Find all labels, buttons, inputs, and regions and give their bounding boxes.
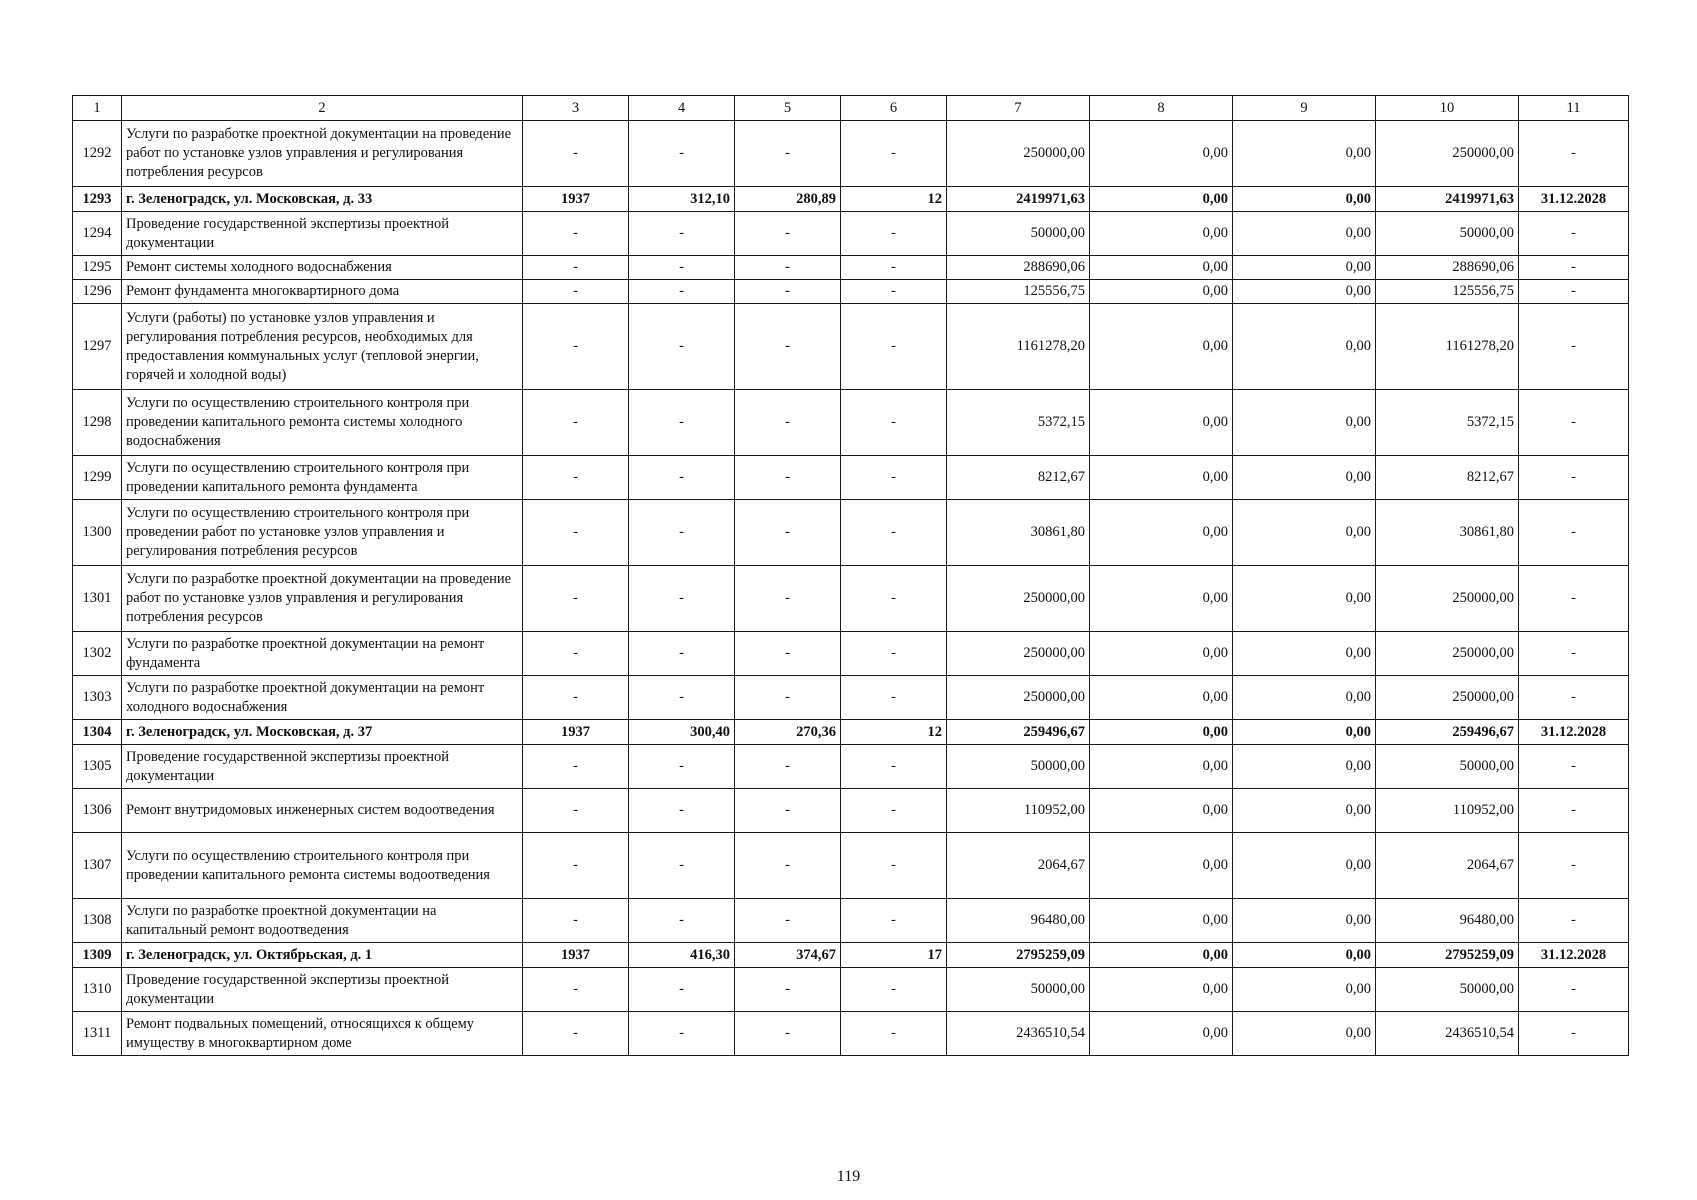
- work-item-row: [73, 899, 1629, 943]
- cost-budget-cell: 0,00: [1233, 304, 1376, 390]
- cost-owners-cell: 2436510,54: [1376, 1012, 1519, 1056]
- cost-owners-cell: 250000,00: [1376, 121, 1519, 187]
- row-number-cell: 1293: [73, 187, 122, 212]
- cost-owners-cell: 8212,67: [1376, 456, 1519, 500]
- year-cell: 1937: [523, 187, 629, 212]
- deadline-cell: -: [1519, 745, 1629, 789]
- residents-cell: -: [841, 968, 947, 1012]
- total-area-cell: -: [629, 833, 735, 899]
- cost-fund-cell: 0,00: [1090, 456, 1233, 500]
- header-cell: 2: [122, 96, 523, 121]
- year-cell: -: [523, 745, 629, 789]
- deadline-cell: -: [1519, 676, 1629, 720]
- work-item-row: [73, 121, 1629, 187]
- row-number-cell: 1292: [73, 121, 122, 187]
- cost-budget-cell: 0,00: [1233, 943, 1376, 968]
- cost-fund-cell: 0,00: [1090, 676, 1233, 720]
- work-name-cell: г. Зеленоградск, ул. Октябрьская, д. 1: [122, 943, 523, 968]
- cost-fund-cell: 0,00: [1090, 256, 1233, 280]
- living-area-cell: -: [735, 121, 841, 187]
- cost-total-cell: 110952,00: [947, 789, 1090, 833]
- year-cell: -: [523, 212, 629, 256]
- cost-budget-cell: 0,00: [1233, 720, 1376, 745]
- cost-total-cell: 50000,00: [947, 745, 1090, 789]
- work-item-row: [73, 304, 1629, 390]
- total-area-cell: -: [629, 968, 735, 1012]
- work-item-row: [73, 212, 1629, 256]
- header-cell: 10: [1376, 96, 1519, 121]
- cost-owners-cell: 110952,00: [1376, 789, 1519, 833]
- row-number-cell: 1311: [73, 1012, 122, 1056]
- residents-cell: -: [841, 632, 947, 676]
- cost-total-cell: 2064,67: [947, 833, 1090, 899]
- work-name-cell: Услуги по осуществлению строительного контроля при проведении капитального ремонта фундамента: [122, 456, 523, 500]
- total-area-cell: -: [629, 745, 735, 789]
- work-item-row: [73, 745, 1629, 789]
- deadline-cell: -: [1519, 1012, 1629, 1056]
- address-row: [73, 943, 1629, 968]
- year-cell: -: [523, 256, 629, 280]
- year-cell: 1937: [523, 943, 629, 968]
- total-area-cell: -: [629, 789, 735, 833]
- work-name-cell: Услуги (работы) по установке узлов управления и регулирования потребления ресурсов, необходимых для предоставления коммунальных услуг (тепловой энергии, горячей и холодной воды): [122, 304, 523, 390]
- year-cell: -: [523, 500, 629, 566]
- living-area-cell: -: [735, 899, 841, 943]
- page-number: 119: [836, 1168, 861, 1185]
- cost-owners-cell: 1161278,20: [1376, 304, 1519, 390]
- residents-cell: -: [841, 1012, 947, 1056]
- work-name-cell: г. Зеленоградск, ул. Московская, д. 37: [122, 720, 523, 745]
- work-name-cell: Услуги по разработке проектной документации на ремонт фундамента: [122, 632, 523, 676]
- cost-owners-cell: 288690,06: [1376, 256, 1519, 280]
- cost-total-cell: 30861,80: [947, 500, 1090, 566]
- address-row: [73, 187, 1629, 212]
- cost-fund-cell: 0,00: [1090, 632, 1233, 676]
- residents-cell: -: [841, 833, 947, 899]
- residents-cell: -: [841, 745, 947, 789]
- row-number-cell: 1296: [73, 280, 122, 304]
- living-area-cell: -: [735, 745, 841, 789]
- cost-owners-cell: 30861,80: [1376, 500, 1519, 566]
- cost-fund-cell: 0,00: [1090, 968, 1233, 1012]
- header-cell: 1: [73, 96, 122, 121]
- cost-total-cell: 50000,00: [947, 212, 1090, 256]
- total-area-cell: -: [629, 566, 735, 632]
- cost-owners-cell: 50000,00: [1376, 212, 1519, 256]
- residents-cell: -: [841, 121, 947, 187]
- living-area-cell: -: [735, 968, 841, 1012]
- cost-budget-cell: 0,00: [1233, 212, 1376, 256]
- row-number-cell: 1305: [73, 745, 122, 789]
- cost-budget-cell: 0,00: [1233, 789, 1376, 833]
- deadline-cell: -: [1519, 304, 1629, 390]
- cost-fund-cell: 0,00: [1090, 280, 1233, 304]
- cost-total-cell: 5372,15: [947, 390, 1090, 456]
- work-name-cell: Услуги по разработке проектной документации на ремонт холодного водоснабжения: [122, 676, 523, 720]
- living-area-cell: -: [735, 566, 841, 632]
- cost-budget-cell: 0,00: [1233, 745, 1376, 789]
- cost-fund-cell: 0,00: [1090, 500, 1233, 566]
- deadline-cell: -: [1519, 121, 1629, 187]
- cost-budget-cell: 0,00: [1233, 456, 1376, 500]
- deadline-cell: -: [1519, 212, 1629, 256]
- work-item-row: [73, 632, 1629, 676]
- deadline-cell: -: [1519, 500, 1629, 566]
- living-area-cell: -: [735, 833, 841, 899]
- work-item-row: [73, 968, 1629, 1012]
- year-cell: -: [523, 968, 629, 1012]
- residents-cell: -: [841, 304, 947, 390]
- residents-cell: -: [841, 256, 947, 280]
- deadline-cell: -: [1519, 256, 1629, 280]
- living-area-cell: -: [735, 304, 841, 390]
- row-number-cell: 1308: [73, 899, 122, 943]
- year-cell: -: [523, 833, 629, 899]
- work-name-cell: Проведение государственной экспертизы проектной документации: [122, 212, 523, 256]
- cost-total-cell: 250000,00: [947, 121, 1090, 187]
- deadline-cell: -: [1519, 789, 1629, 833]
- cost-budget-cell: 0,00: [1233, 256, 1376, 280]
- cost-fund-cell: 0,00: [1090, 789, 1233, 833]
- header-cell: 3: [523, 96, 629, 121]
- total-area-cell: 300,40: [629, 720, 735, 745]
- cost-owners-cell: 250000,00: [1376, 566, 1519, 632]
- work-name-cell: Услуги по разработке проектной документации на капитальный ремонт водоотведения: [122, 899, 523, 943]
- total-area-cell: -: [629, 632, 735, 676]
- header-cell: 5: [735, 96, 841, 121]
- work-item-row: [73, 1012, 1629, 1056]
- living-area-cell: -: [735, 256, 841, 280]
- cost-owners-cell: 50000,00: [1376, 745, 1519, 789]
- deadline-cell: 31.12.2028: [1519, 943, 1629, 968]
- work-item-row: [73, 676, 1629, 720]
- cost-budget-cell: 0,00: [1233, 566, 1376, 632]
- work-name-cell: Услуги по осуществлению строительного контроля при проведении капитального ремонта системы водоотведения: [122, 833, 523, 899]
- year-cell: -: [523, 390, 629, 456]
- row-number-cell: 1297: [73, 304, 122, 390]
- table-body: [73, 96, 1629, 1056]
- living-area-cell: -: [735, 632, 841, 676]
- deadline-cell: -: [1519, 833, 1629, 899]
- deadline-cell: -: [1519, 390, 1629, 456]
- row-number-cell: 1298: [73, 390, 122, 456]
- header-cell: 4: [629, 96, 735, 121]
- cost-fund-cell: 0,00: [1090, 943, 1233, 968]
- column-number-header: [73, 96, 1629, 121]
- row-number-cell: 1294: [73, 212, 122, 256]
- total-area-cell: -: [629, 676, 735, 720]
- total-area-cell: 416,30: [629, 943, 735, 968]
- cost-total-cell: 8212,67: [947, 456, 1090, 500]
- total-area-cell: -: [629, 212, 735, 256]
- residents-cell: 12: [841, 187, 947, 212]
- year-cell: -: [523, 632, 629, 676]
- total-area-cell: -: [629, 1012, 735, 1056]
- cost-fund-cell: 0,00: [1090, 720, 1233, 745]
- deadline-cell: -: [1519, 899, 1629, 943]
- work-name-cell: Услуги по осуществлению строительного контроля при проведении работ по установке узлов управления и регулирования потребления ресурсов: [122, 500, 523, 566]
- living-area-cell: 280,89: [735, 187, 841, 212]
- work-name-cell: г. Зеленоградск, ул. Московская, д. 33: [122, 187, 523, 212]
- work-name-cell: Услуги по разработке проектной документации на проведение работ по установке узлов управления и регулирования потребления ресурсов: [122, 566, 523, 632]
- cost-budget-cell: 0,00: [1233, 500, 1376, 566]
- cost-budget-cell: 0,00: [1233, 121, 1376, 187]
- work-item-row: [73, 456, 1629, 500]
- cost-total-cell: 2419971,63: [947, 187, 1090, 212]
- cost-budget-cell: 0,00: [1233, 187, 1376, 212]
- year-cell: -: [523, 676, 629, 720]
- cost-owners-cell: 50000,00: [1376, 968, 1519, 1012]
- cost-owners-cell: 250000,00: [1376, 632, 1519, 676]
- row-number-cell: 1295: [73, 256, 122, 280]
- total-area-cell: -: [629, 390, 735, 456]
- cost-total-cell: 2795259,09: [947, 943, 1090, 968]
- year-cell: -: [523, 280, 629, 304]
- residents-cell: -: [841, 390, 947, 456]
- cost-fund-cell: 0,00: [1090, 1012, 1233, 1056]
- cost-owners-cell: 125556,75: [1376, 280, 1519, 304]
- total-area-cell: -: [629, 256, 735, 280]
- cost-total-cell: 50000,00: [947, 968, 1090, 1012]
- residents-cell: 17: [841, 943, 947, 968]
- deadline-cell: -: [1519, 280, 1629, 304]
- work-name-cell: Проведение государственной экспертизы проектной документации: [122, 968, 523, 1012]
- address-row: [73, 720, 1629, 745]
- cost-budget-cell: 0,00: [1233, 968, 1376, 1012]
- residents-cell: -: [841, 899, 947, 943]
- year-cell: -: [523, 304, 629, 390]
- living-area-cell: -: [735, 500, 841, 566]
- deadline-cell: -: [1519, 566, 1629, 632]
- cost-owners-cell: 259496,67: [1376, 720, 1519, 745]
- residents-cell: -: [841, 280, 947, 304]
- work-name-cell: Проведение государственной экспертизы проектной документации: [122, 745, 523, 789]
- cost-total-cell: 288690,06: [947, 256, 1090, 280]
- row-number-cell: 1303: [73, 676, 122, 720]
- cost-total-cell: 250000,00: [947, 632, 1090, 676]
- deadline-cell: -: [1519, 968, 1629, 1012]
- cost-fund-cell: 0,00: [1090, 899, 1233, 943]
- cost-total-cell: 259496,67: [947, 720, 1090, 745]
- cost-total-cell: 1161278,20: [947, 304, 1090, 390]
- cost-fund-cell: 0,00: [1090, 121, 1233, 187]
- cost-owners-cell: 250000,00: [1376, 676, 1519, 720]
- row-number-cell: 1307: [73, 833, 122, 899]
- year-cell: -: [523, 566, 629, 632]
- work-item-row: [73, 390, 1629, 456]
- living-area-cell: -: [735, 390, 841, 456]
- work-name-cell: Услуги по разработке проектной документации на проведение работ по установке узлов управления и регулирования потребления ресурсов: [122, 121, 523, 187]
- residents-cell: -: [841, 456, 947, 500]
- cost-budget-cell: 0,00: [1233, 632, 1376, 676]
- total-area-cell: -: [629, 500, 735, 566]
- deadline-cell: 31.12.2028: [1519, 187, 1629, 212]
- row-number-cell: 1301: [73, 566, 122, 632]
- residents-cell: -: [841, 212, 947, 256]
- row-number-cell: 1300: [73, 500, 122, 566]
- work-item-row: [73, 566, 1629, 632]
- cost-budget-cell: 0,00: [1233, 899, 1376, 943]
- total-area-cell: -: [629, 121, 735, 187]
- work-name-cell: Ремонт внутридомовых инженерных систем водоотведения: [122, 789, 523, 833]
- residents-cell: 12: [841, 720, 947, 745]
- residents-cell: -: [841, 500, 947, 566]
- work-item-row: [73, 833, 1629, 899]
- year-cell: -: [523, 1012, 629, 1056]
- work-item-row: [73, 789, 1629, 833]
- header-cell: 6: [841, 96, 947, 121]
- cost-fund-cell: 0,00: [1090, 833, 1233, 899]
- residents-cell: -: [841, 789, 947, 833]
- cost-fund-cell: 0,00: [1090, 304, 1233, 390]
- year-cell: -: [523, 121, 629, 187]
- cost-fund-cell: 0,00: [1090, 566, 1233, 632]
- work-item-row: [73, 256, 1629, 280]
- cost-total-cell: 250000,00: [947, 566, 1090, 632]
- header-cell: 8: [1090, 96, 1233, 121]
- cost-total-cell: 125556,75: [947, 280, 1090, 304]
- year-cell: -: [523, 899, 629, 943]
- work-name-cell: Ремонт подвальных помещений, относящихся к общему имуществу в многоквартирном доме: [122, 1012, 523, 1056]
- cost-budget-cell: 0,00: [1233, 833, 1376, 899]
- deadline-cell: -: [1519, 456, 1629, 500]
- capital-repair-table: [72, 95, 1629, 1056]
- row-number-cell: 1299: [73, 456, 122, 500]
- deadline-cell: 31.12.2028: [1519, 720, 1629, 745]
- cost-fund-cell: 0,00: [1090, 212, 1233, 256]
- total-area-cell: -: [629, 280, 735, 304]
- cost-owners-cell: 2795259,09: [1376, 943, 1519, 968]
- cost-owners-cell: 2064,67: [1376, 833, 1519, 899]
- living-area-cell: -: [735, 280, 841, 304]
- residents-cell: -: [841, 676, 947, 720]
- year-cell: -: [523, 789, 629, 833]
- row-number-cell: 1309: [73, 943, 122, 968]
- header-cell: 11: [1519, 96, 1629, 121]
- cost-owners-cell: 2419971,63: [1376, 187, 1519, 212]
- residents-cell: -: [841, 566, 947, 632]
- row-number-cell: 1302: [73, 632, 122, 676]
- cost-fund-cell: 0,00: [1090, 745, 1233, 789]
- cost-budget-cell: 0,00: [1233, 280, 1376, 304]
- cost-budget-cell: 0,00: [1233, 390, 1376, 456]
- year-cell: 1937: [523, 720, 629, 745]
- cost-total-cell: 2436510,54: [947, 1012, 1090, 1056]
- work-name-cell: Ремонт фундамента многоквартирного дома: [122, 280, 523, 304]
- living-area-cell: 374,67: [735, 943, 841, 968]
- cost-total-cell: 250000,00: [947, 676, 1090, 720]
- year-cell: -: [523, 456, 629, 500]
- total-area-cell: 312,10: [629, 187, 735, 212]
- living-area-cell: -: [735, 456, 841, 500]
- row-number-cell: 1306: [73, 789, 122, 833]
- work-item-row: [73, 500, 1629, 566]
- living-area-cell: -: [735, 212, 841, 256]
- total-area-cell: -: [629, 304, 735, 390]
- cost-budget-cell: 0,00: [1233, 676, 1376, 720]
- work-name-cell: Ремонт системы холодного водоснабжения: [122, 256, 523, 280]
- row-number-cell: 1304: [73, 720, 122, 745]
- work-item-row: [73, 280, 1629, 304]
- cost-fund-cell: 0,00: [1090, 390, 1233, 456]
- total-area-cell: -: [629, 899, 735, 943]
- work-name-cell: Услуги по осуществлению строительного контроля при проведении капитального ремонта системы холодного водоснабжения: [122, 390, 523, 456]
- header-cell: 9: [1233, 96, 1376, 121]
- living-area-cell: 270,36: [735, 720, 841, 745]
- deadline-cell: -: [1519, 632, 1629, 676]
- total-area-cell: -: [629, 456, 735, 500]
- cost-owners-cell: 96480,00: [1376, 899, 1519, 943]
- row-number-cell: 1310: [73, 968, 122, 1012]
- header-cell: 7: [947, 96, 1090, 121]
- cost-total-cell: 96480,00: [947, 899, 1090, 943]
- cost-owners-cell: 5372,15: [1376, 390, 1519, 456]
- cost-budget-cell: 0,00: [1233, 1012, 1376, 1056]
- living-area-cell: -: [735, 1012, 841, 1056]
- living-area-cell: -: [735, 676, 841, 720]
- cost-fund-cell: 0,00: [1090, 187, 1233, 212]
- living-area-cell: -: [735, 789, 841, 833]
